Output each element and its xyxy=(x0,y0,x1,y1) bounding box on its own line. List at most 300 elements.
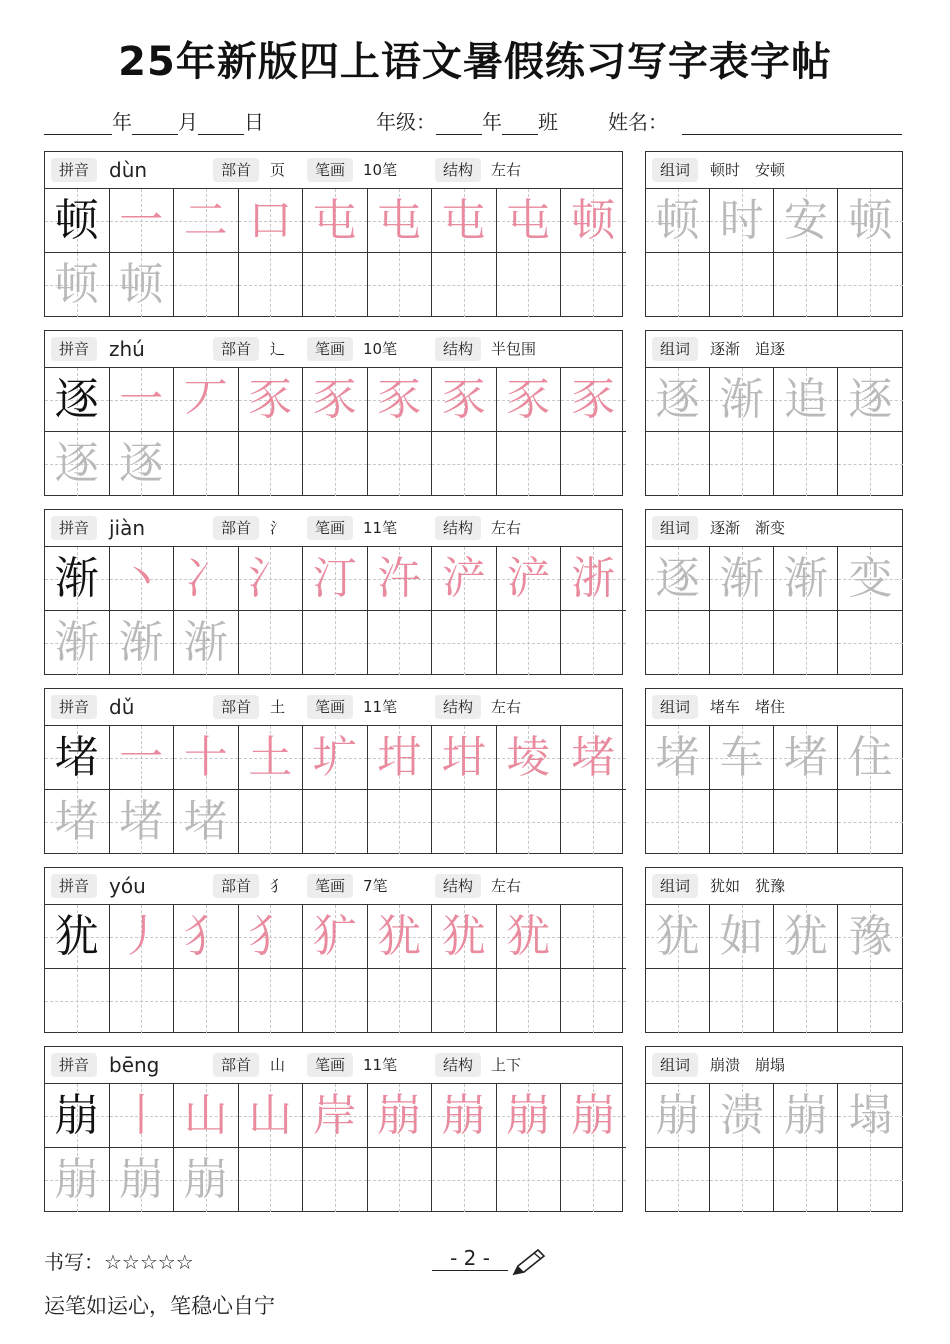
practice-cell[interactable] xyxy=(497,547,562,611)
stroke-step: 崩 xyxy=(571,1090,616,1141)
writing-grid xyxy=(45,726,624,855)
char-info-header xyxy=(45,331,622,368)
model-character: 崩 xyxy=(54,1090,99,1141)
word-cell[interactable] xyxy=(646,547,710,611)
practice-cell[interactable] xyxy=(239,253,304,317)
word-trace-character: 堵 xyxy=(655,732,700,783)
word-trace-character: 逐 xyxy=(655,374,700,425)
practice-cell[interactable] xyxy=(368,189,433,253)
practice-cell[interactable] xyxy=(110,1148,175,1212)
strokes-tag: 笔画 xyxy=(307,158,353,182)
name-blank[interactable] xyxy=(682,112,902,135)
stroke-step: 坩 xyxy=(441,732,486,783)
practice-cell[interactable] xyxy=(497,1084,562,1148)
stroke-step: 屯 xyxy=(377,195,422,246)
practice-cell[interactable] xyxy=(239,547,304,611)
word-cell[interactable] xyxy=(710,189,774,253)
stroke-step: 丨 xyxy=(119,1090,164,1141)
practice-cell[interactable] xyxy=(432,368,497,432)
practice-cell[interactable] xyxy=(239,368,304,432)
practice-cell[interactable] xyxy=(174,547,239,611)
word-cell[interactable] xyxy=(710,432,774,496)
radical-value: 氵 xyxy=(270,519,286,537)
stroke-step: 豕 xyxy=(506,374,551,425)
stroke-step: 口 xyxy=(248,195,293,246)
words-tag: 组词 xyxy=(652,337,698,361)
stroke-step: 犭 xyxy=(183,911,228,962)
stroke-step: 丆 xyxy=(183,374,228,425)
practice-cell[interactable] xyxy=(432,790,497,854)
word-cell[interactable] xyxy=(646,726,710,790)
stroke-step: 崩 xyxy=(441,1090,486,1141)
practice-cell[interactable] xyxy=(432,189,497,253)
name-line: 姓名： xyxy=(608,106,908,134)
structure-tag: 结构 xyxy=(435,874,481,898)
radical-value: 山 xyxy=(270,1056,286,1074)
structure-value: 上下 xyxy=(491,1056,522,1074)
structure-tag: 结构 xyxy=(435,695,481,719)
word-cell[interactable] xyxy=(646,905,710,969)
practice-cell[interactable] xyxy=(174,368,239,432)
practice-cell[interactable] xyxy=(561,969,626,1033)
structure-tag: 结构 xyxy=(435,516,481,540)
stroke-step: 堎 xyxy=(506,732,551,783)
words-header xyxy=(646,152,902,189)
trace-character: 堵 xyxy=(183,796,228,847)
practice-cell[interactable] xyxy=(497,790,562,854)
word-trace-character: 堵 xyxy=(783,732,828,783)
character-panel xyxy=(44,330,623,496)
word-cell[interactable] xyxy=(838,611,902,675)
word-cell[interactable] xyxy=(646,790,710,854)
strokes-tag: 笔画 xyxy=(307,337,353,361)
word-cell[interactable] xyxy=(646,1148,710,1212)
stroke-step: 犷 xyxy=(312,911,357,962)
practice-cell[interactable] xyxy=(368,547,433,611)
word-trace-character: 如 xyxy=(719,911,764,962)
practice-cell[interactable] xyxy=(174,189,239,253)
pinyin-value: dǔ xyxy=(109,695,135,719)
practice-cell[interactable] xyxy=(110,790,175,854)
practice-cell[interactable] xyxy=(174,905,239,969)
word-trace-character: 渐 xyxy=(719,374,764,425)
practice-cell[interactable] xyxy=(239,905,304,969)
word-cell[interactable] xyxy=(774,189,838,253)
trace-character: 崩 xyxy=(54,1154,99,1205)
practice-cell[interactable] xyxy=(561,432,626,496)
practice-cell[interactable] xyxy=(368,1084,433,1148)
word-cell[interactable] xyxy=(710,1148,774,1212)
word-trace-character: 变 xyxy=(848,553,893,604)
practice-cell[interactable] xyxy=(110,189,175,253)
stroke-step: 顿 xyxy=(571,195,616,246)
practice-cell[interactable] xyxy=(239,969,304,1033)
trace-character: 顿 xyxy=(54,259,99,310)
practice-cell[interactable] xyxy=(239,611,304,675)
word-cell[interactable] xyxy=(646,611,710,675)
trace-character: 堵 xyxy=(54,796,99,847)
practice-cell[interactable] xyxy=(497,368,562,432)
model-character: 逐 xyxy=(54,374,99,425)
practice-cell[interactable] xyxy=(303,1084,368,1148)
practice-cell[interactable] xyxy=(368,905,433,969)
trace-character: 堵 xyxy=(119,796,164,847)
practice-cell[interactable] xyxy=(239,189,304,253)
word-trace-character: 塌 xyxy=(848,1090,893,1141)
radical-value: 辶 xyxy=(270,340,286,358)
word-trace-character: 时 xyxy=(719,195,764,246)
practice-cell[interactable] xyxy=(239,790,304,854)
strokes-value: 10笔 xyxy=(363,161,398,179)
grade-blank[interactable] xyxy=(436,112,482,135)
word-cell[interactable] xyxy=(774,1084,838,1148)
practice-cell[interactable] xyxy=(110,547,175,611)
trace-character: 顿 xyxy=(119,259,164,310)
word-trace-character: 豫 xyxy=(848,911,893,962)
word-trace-character: 逐 xyxy=(848,374,893,425)
radical-tag: 部首 xyxy=(213,695,259,719)
practice-cell[interactable] xyxy=(110,368,175,432)
stroke-step: 一 xyxy=(119,195,164,246)
practice-cell[interactable] xyxy=(561,547,626,611)
words-tag: 组词 xyxy=(652,516,698,540)
word-cell[interactable] xyxy=(646,1084,710,1148)
trace-character: 崩 xyxy=(119,1154,164,1205)
word-trace-character: 逐 xyxy=(655,553,700,604)
words-header xyxy=(646,510,902,547)
practice-cell[interactable] xyxy=(303,253,368,317)
words-grid xyxy=(646,905,904,1034)
stroke-step: 屯 xyxy=(506,195,551,246)
class-blank[interactable] xyxy=(502,112,538,135)
word-cell[interactable] xyxy=(838,1084,902,1148)
stroke-step: 土 xyxy=(248,732,293,783)
word-cell[interactable] xyxy=(774,969,838,1033)
char-info-header xyxy=(45,152,622,189)
stroke-step: 豕 xyxy=(441,374,486,425)
practice-cell[interactable] xyxy=(432,432,497,496)
stroke-step: 浙 xyxy=(571,553,616,604)
practice-cell[interactable] xyxy=(368,432,433,496)
word-cell[interactable] xyxy=(646,368,710,432)
words-tag: 组词 xyxy=(652,695,698,719)
word-cell[interactable] xyxy=(774,432,838,496)
radical-tag: 部首 xyxy=(213,158,259,182)
practice-cell[interactable] xyxy=(45,611,110,675)
practice-cell[interactable] xyxy=(45,547,110,611)
stroke-step: 圹 xyxy=(312,732,357,783)
practice-cell[interactable] xyxy=(303,368,368,432)
stroke-step: 坩 xyxy=(377,732,422,783)
practice-cell[interactable] xyxy=(432,253,497,317)
word-cell[interactable] xyxy=(838,969,902,1033)
stroke-step: 一 xyxy=(119,374,164,425)
practice-cell[interactable] xyxy=(497,969,562,1033)
practice-cell[interactable] xyxy=(497,611,562,675)
practice-cell[interactable] xyxy=(303,611,368,675)
date-line: 年 月 日 xyxy=(44,106,344,134)
word-cell[interactable] xyxy=(646,969,710,1033)
word-cell[interactable] xyxy=(774,368,838,432)
radical-tag: 部首 xyxy=(213,516,259,540)
practice-cell[interactable] xyxy=(174,790,239,854)
word-cell[interactable] xyxy=(646,253,710,317)
pinyin-tag: 拼音 xyxy=(51,874,97,898)
practice-cell[interactable] xyxy=(561,1084,626,1148)
practice-cell[interactable] xyxy=(432,611,497,675)
word-cell[interactable] xyxy=(774,905,838,969)
writing-grid xyxy=(45,189,624,318)
motto: 运笔如运心，笔稳心自宁 xyxy=(44,1294,275,1318)
practice-cell[interactable] xyxy=(174,969,239,1033)
practice-cell[interactable] xyxy=(497,1148,562,1212)
stroke-step: 豕 xyxy=(571,374,616,425)
practice-cell[interactable] xyxy=(174,726,239,790)
word-cell[interactable] xyxy=(710,547,774,611)
practice-cell[interactable] xyxy=(561,611,626,675)
practice-cell[interactable] xyxy=(303,905,368,969)
word-cell[interactable] xyxy=(838,368,902,432)
char-info-header xyxy=(45,689,622,726)
words-panel xyxy=(645,867,903,1033)
practice-cell[interactable] xyxy=(432,726,497,790)
practice-cell[interactable] xyxy=(303,726,368,790)
practice-cell[interactable] xyxy=(368,368,433,432)
practice-cell[interactable] xyxy=(174,253,239,317)
practice-cell[interactable] xyxy=(174,611,239,675)
trace-character: 逐 xyxy=(54,438,99,489)
practice-cell[interactable] xyxy=(45,368,110,432)
stroke-step: 浐 xyxy=(441,553,486,604)
stroke-step: 冫 xyxy=(183,553,228,604)
words-tag: 组词 xyxy=(652,874,698,898)
stroke-step: 堵 xyxy=(571,732,616,783)
words-grid xyxy=(646,726,904,855)
word-cell[interactable] xyxy=(838,547,902,611)
year-blank[interactable] xyxy=(44,112,112,135)
practice-cell[interactable] xyxy=(368,1148,433,1212)
word-cell[interactable] xyxy=(774,547,838,611)
words-panel xyxy=(645,151,903,317)
practice-cell[interactable] xyxy=(497,253,562,317)
trace-character: 渐 xyxy=(119,617,164,668)
char-info-header xyxy=(45,510,622,547)
practice-cell[interactable] xyxy=(497,726,562,790)
practice-cell[interactable] xyxy=(561,189,626,253)
practice-cell[interactable] xyxy=(497,432,562,496)
stroke-step: 岸 xyxy=(312,1090,357,1141)
word-cell[interactable] xyxy=(774,611,838,675)
practice-cell[interactable] xyxy=(110,611,175,675)
radical-tag: 部首 xyxy=(213,1053,259,1077)
practice-cell[interactable] xyxy=(303,432,368,496)
stroke-step: 丶 xyxy=(119,553,164,604)
word-cell[interactable] xyxy=(710,368,774,432)
word-cell[interactable] xyxy=(646,432,710,496)
practice-cell[interactable] xyxy=(303,790,368,854)
words-grid xyxy=(646,189,904,318)
radical-value: 页 xyxy=(270,161,286,179)
practice-cell[interactable] xyxy=(45,790,110,854)
practice-cell[interactable] xyxy=(174,432,239,496)
practice-cell[interactable] xyxy=(45,969,110,1033)
word-cell[interactable] xyxy=(710,790,774,854)
structure-value: 左右 xyxy=(491,519,522,537)
pinyin-tag: 拼音 xyxy=(51,695,97,719)
words-header xyxy=(646,868,902,905)
practice-cell[interactable] xyxy=(432,1084,497,1148)
practice-cell[interactable] xyxy=(303,1148,368,1212)
practice-cell[interactable] xyxy=(368,726,433,790)
strokes-tag: 笔画 xyxy=(307,874,353,898)
pinyin-tag: 拼音 xyxy=(51,158,97,182)
pinyin-value: yóu xyxy=(109,874,146,898)
word-cell[interactable] xyxy=(838,905,902,969)
words-value: 逐渐 渐变 xyxy=(710,519,786,537)
pinyin-value: zhú xyxy=(109,337,145,361)
grade-line: 年级： 年 班 xyxy=(376,110,558,134)
pinyin-value: jiàn xyxy=(109,516,146,540)
practice-cell[interactable] xyxy=(561,368,626,432)
word-cell[interactable] xyxy=(838,726,902,790)
words-panel xyxy=(645,330,903,496)
practice-cell[interactable] xyxy=(174,1084,239,1148)
strokes-value: 11笔 xyxy=(363,698,398,716)
word-cell[interactable] xyxy=(646,189,710,253)
words-value: 犹如 犹豫 xyxy=(710,877,786,895)
words-header xyxy=(646,689,902,726)
stroke-step: 汀 xyxy=(312,553,357,604)
word-cell[interactable] xyxy=(710,726,774,790)
word-cell[interactable] xyxy=(710,905,774,969)
practice-cell[interactable] xyxy=(239,1084,304,1148)
stroke-step: 浐 xyxy=(506,553,551,604)
word-trace-character: 顿 xyxy=(848,195,893,246)
practice-cell[interactable] xyxy=(45,1148,110,1212)
practice-cell[interactable] xyxy=(432,547,497,611)
practice-cell[interactable] xyxy=(561,726,626,790)
practice-cell[interactable] xyxy=(110,969,175,1033)
practice-cell[interactable] xyxy=(303,547,368,611)
word-cell[interactable] xyxy=(838,189,902,253)
day-blank[interactable] xyxy=(198,112,244,135)
words-value: 顿时 安顿 xyxy=(710,161,786,179)
word-cell[interactable] xyxy=(838,790,902,854)
model-character: 渐 xyxy=(54,553,99,604)
practice-cell[interactable] xyxy=(45,726,110,790)
practice-cell[interactable] xyxy=(303,969,368,1033)
practice-cell[interactable] xyxy=(110,1084,175,1148)
word-cell[interactable] xyxy=(774,726,838,790)
trace-character: 崩 xyxy=(183,1154,228,1205)
word-cell[interactable] xyxy=(710,611,774,675)
practice-cell[interactable] xyxy=(368,253,433,317)
rating: 书写：☆☆☆☆☆ xyxy=(44,1250,194,1274)
stroke-step: 犹 xyxy=(441,911,486,962)
word-trace-character: 犹 xyxy=(655,911,700,962)
practice-cell[interactable] xyxy=(432,1148,497,1212)
word-cell[interactable] xyxy=(774,790,838,854)
practice-cell[interactable] xyxy=(561,1148,626,1212)
writing-grid xyxy=(45,1084,624,1213)
stroke-step: 十 xyxy=(183,732,228,783)
word-cell[interactable] xyxy=(774,253,838,317)
word-cell[interactable] xyxy=(838,253,902,317)
word-trace-character: 崩 xyxy=(655,1090,700,1141)
radical-tag: 部首 xyxy=(213,874,259,898)
trace-character: 渐 xyxy=(54,617,99,668)
words-grid xyxy=(646,547,904,676)
stroke-step: 犹 xyxy=(506,911,551,962)
practice-cell[interactable] xyxy=(239,432,304,496)
practice-cell[interactable] xyxy=(239,1148,304,1212)
practice-cell[interactable] xyxy=(45,1084,110,1148)
stroke-step: 崩 xyxy=(377,1090,422,1141)
practice-cell[interactable] xyxy=(561,790,626,854)
practice-cell[interactable] xyxy=(561,253,626,317)
word-cell[interactable] xyxy=(710,969,774,1033)
word-cell[interactable] xyxy=(838,432,902,496)
practice-cell[interactable] xyxy=(110,253,175,317)
practice-cell[interactable] xyxy=(368,969,433,1033)
practice-cell[interactable] xyxy=(303,189,368,253)
practice-cell[interactable] xyxy=(45,189,110,253)
strokes-value: 11笔 xyxy=(363,1056,398,1074)
word-cell[interactable] xyxy=(838,1148,902,1212)
strokes-value: 11笔 xyxy=(363,519,398,537)
word-cell[interactable] xyxy=(710,253,774,317)
stroke-step: 豕 xyxy=(248,374,293,425)
practice-cell[interactable] xyxy=(110,905,175,969)
words-value: 堵车 堵住 xyxy=(710,698,786,716)
practice-cell[interactable] xyxy=(174,1148,239,1212)
practice-cell[interactable] xyxy=(368,611,433,675)
practice-cell[interactable] xyxy=(45,253,110,317)
word-trace-character: 犹 xyxy=(783,911,828,962)
structure-tag: 结构 xyxy=(435,158,481,182)
word-trace-character: 安 xyxy=(783,195,828,246)
practice-cell[interactable] xyxy=(432,969,497,1033)
word-cell[interactable] xyxy=(774,1148,838,1212)
character-panel xyxy=(44,867,623,1033)
practice-cell[interactable] xyxy=(110,726,175,790)
trace-character: 逐 xyxy=(119,438,164,489)
words-header xyxy=(646,331,902,368)
practice-cell[interactable] xyxy=(45,905,110,969)
practice-cell[interactable] xyxy=(45,432,110,496)
pinyin-tag: 拼音 xyxy=(51,1053,97,1077)
practice-cell[interactable] xyxy=(561,905,626,969)
practice-cell[interactable] xyxy=(368,790,433,854)
strokes-tag: 笔画 xyxy=(307,1053,353,1077)
strokes-value: 10笔 xyxy=(363,340,398,358)
structure-value: 左右 xyxy=(491,698,522,716)
stroke-step: 屯 xyxy=(312,195,357,246)
practice-cell[interactable] xyxy=(239,726,304,790)
strokes-value: 7笔 xyxy=(363,877,388,895)
practice-cell[interactable] xyxy=(497,189,562,253)
practice-cell[interactable] xyxy=(432,905,497,969)
word-cell[interactable] xyxy=(710,1084,774,1148)
practice-cell[interactable] xyxy=(110,432,175,496)
pen-icon xyxy=(510,1248,546,1278)
words-grid xyxy=(646,1084,904,1213)
stroke-step: 一 xyxy=(119,732,164,783)
month-blank[interactable] xyxy=(132,112,178,135)
strokes-tag: 笔画 xyxy=(307,695,353,719)
stroke-step: 二 xyxy=(183,195,228,246)
practice-cell[interactable] xyxy=(497,905,562,969)
